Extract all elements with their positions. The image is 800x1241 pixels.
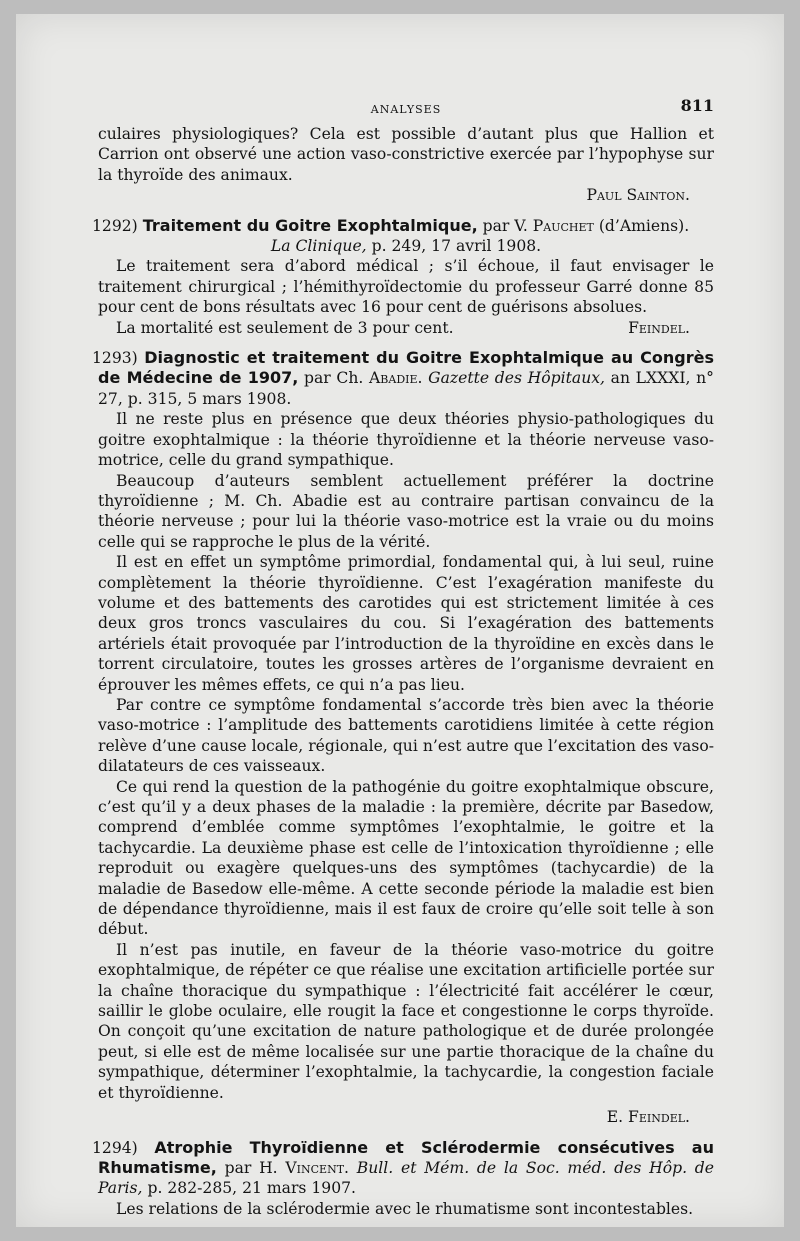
entry-paragraph: Ce qui rend la question de la pathogénie du goitre exophtalmique obscure, c’est qu’il y a deux phases de la maladie : la première, décrite par Basedow, comprend d’emblée comme symptômes l’exophtalmie, le goitre et la tachycardie. La deuxième phase est celle de l’intoxication thyroïdienne ; elle reproduit ou exagère quelques-uns des symptômes (tachycardie) de la maladie de Basedow elle-même. A cette seconde période la maladie est bien de dépendance thyroïdienne, mais il est faux de croire qu’elle soit telle à son début. <box>98 777 714 939</box>
page-content <box>92 96 714 1219</box>
entry-heading <box>92 215 714 236</box>
entry-paragraph: Il n’est pas inutile, en faveur de la théorie vaso-motrice du goitre exophtalmique, de répéter ce que réalise une excitation artificielle portée sur la chaîne thoracique du sympathique : l’électricité fait accélérer le cœur, saillir le globe oculaire, elle rougit la face et congestionne le corps thyroïde. On conçoit qu’une excitation de nature pathologique et de durée prolongée peut, si elle est de même localisée sur une partie thoracique de la chaîne du sympathique, déterminer l’exophtalmie, la tachycardie, la congestion faciale et thyroïdienne. <box>98 940 714 1102</box>
entry-number: 1294) <box>92 1138 138 1157</box>
entry-signature: E. Feindel. <box>606 1108 690 1127</box>
entry-ref: an LXXXI, n° 27, p. 315, 5 mars 1908. <box>98 369 714 408</box>
entry-journal: La Clinique, <box>270 237 367 256</box>
entry-paragraph: Le traitement sera d’abord médical ; s’il échoue, il faut envisager le traitement chirurgical ; l’hémithyroïdectomie du professeur Garré donne 85 pour cent de bons résultats avec 16 pour cent de guérisons absolues. <box>98 257 714 317</box>
entry-title: Atrophie Thyroïdienne et Sclérodermie consécutives au Rhumatisme, <box>98 1137 714 1177</box>
entry-author: Vincent. <box>285 1158 350 1177</box>
entry-paragraph: Il ne reste plus en présence que deux théories physio-pathologiques du goitre exophtalmique : la théorie thyroïdienne et la théorie nerveuse vaso-motrice, celle du grand sympathique. <box>98 410 714 470</box>
entry-heading <box>92 1137 714 1199</box>
entry-signature: Feindel. <box>628 318 690 337</box>
entry-paragraph: Les relations de la sclérodermie avec le rhumatisme sont incontestables. <box>116 1199 694 1218</box>
entry-journal: Gazette des Hôpitaux, <box>428 369 605 388</box>
entry-by: par H. <box>224 1158 278 1177</box>
scanned-sheet <box>16 14 784 1227</box>
entry-reference <box>98 236 714 256</box>
running-head <box>98 98 714 124</box>
entry-paragraph: Par contre ce symptôme fondamental s’accorde très bien avec la théorie vaso-motrice : l’amplitude des battements carotidiens limitée à cette région relève d’une cause locale, régionale, qui n’est autre que l’excitation des vaso-dilatateurs de ces vaisseaux. <box>98 695 714 776</box>
intro-signature: Paul Sainton. <box>586 186 690 205</box>
entry-heading <box>92 348 714 409</box>
running-head-title: ANALYSES <box>370 103 442 116</box>
entry-last-line <box>98 318 714 338</box>
entry-author: Abadie. <box>369 369 423 388</box>
entry-by: par V. <box>482 216 528 235</box>
entry-1293 <box>92 348 714 1127</box>
page-number: 811 <box>680 96 714 115</box>
entry-ref: p. 282-285, 21 mars 1907. <box>147 1179 357 1198</box>
entry-journal: Bull. et Mém. de la Soc. méd. des Hôp. de Paris, <box>98 1158 714 1198</box>
entry-number: 1293) <box>92 349 138 368</box>
entry-title: Traitement du Goitre Exophtalmique, <box>142 215 478 235</box>
entry-paragraph: Beaucoup d’auteurs semblent actuellement préférer la doctrine thyroïdienne ; M. Ch. Abadie est au contraire partisan convaincu de la théorie nerveuse ; pour lui la théorie vaso-motrice est la vraie ou du moins celle qui se rapproche le plus de la vérité. <box>98 471 714 551</box>
intro-paragraph: culaires physiologiques? Cela est possible d’autant plus que Hallion et Carrion ont observé une action vaso-constrictive exercée par l’hypophyse sur la thyroïde des animaux. <box>98 125 714 184</box>
entry-number: 1292) <box>92 216 138 235</box>
entry-title: Diagnostic et traitement du Goitre Exophtalmique au Congrès de Médecine de 1907, <box>98 348 714 388</box>
entry-affiliation: (d’Amiens). <box>598 216 690 235</box>
entry-last-line-text: La mortalité est seulement de 3 pour cent. <box>116 318 454 337</box>
entry-author: Pauchet <box>532 216 594 235</box>
entry-by: par Ch. <box>304 369 364 388</box>
entry-paragraph: Il est en effet un symptôme primordial, fondamental qui, à lui seul, ruine complètement la théorie thyroïdienne. C’est l’exagération manifeste du volume et des battements des carotides qui est strictement limitée à ces deux gros troncs vasculaires du cou. Si l’exagération des battements artériels était provoquée par l’introduction de la thyroïdine en excès dans le torrent circulatoire, toutes les grosses artères de l’organisme devraient en éprouver les mêmes effets, ce qui n’a pas lieu. <box>98 553 714 694</box>
entry-ref: p. 249, 17 avril 1908. <box>371 237 542 256</box>
entry-1294 <box>92 1137 714 1220</box>
entry-1292 <box>92 215 714 338</box>
